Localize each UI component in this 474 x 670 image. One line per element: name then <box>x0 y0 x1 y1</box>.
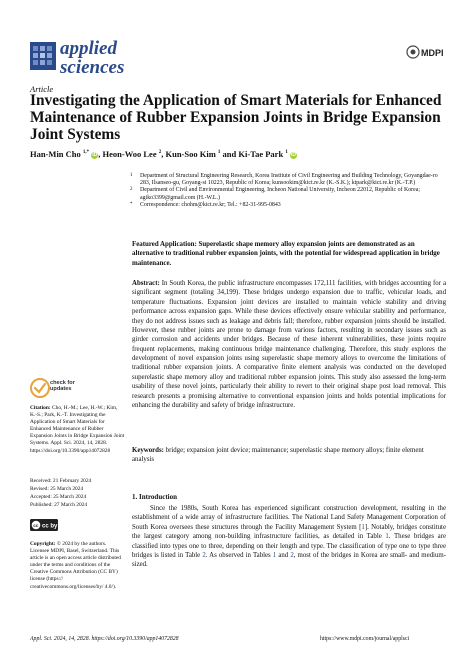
table-link[interactable]: 1 <box>385 533 389 541</box>
keywords-text: bridge; expansion joint device; maintenance; superelastic shape memory alloys; finite element analysis <box>132 447 424 464</box>
correspondence: * Correspondence: chohm@kict.re.kr; Tel.: +82-31-995-0843 <box>130 201 281 208</box>
svg-text:cc: cc <box>33 522 39 528</box>
citation-text: Cho, H.-M.; Lee, H.-W.; Kim, K.-S.; Park, K.-T. Investigating the Application of Smart Materials for Enhanced Maintenance of Rubber Expansion Joints in Bridge Expansion Joint Systems. Appl. Sci. 2024, 14, 2828. https://doi.org/10.3390/app14072828 <box>30 405 125 454</box>
abstract <box>132 279 446 410</box>
abstract-text: In South Korea, the public infrastructure encompasses 172,111 facilities, with bridges accounting for a significant segment (totaling 34,199). These bridges undergo expansion due to traffic, vehicular loads, and temperature fluctuations. Expansion joint devices are installed to maintain vehicle stability and driving performance across expansion gaps. While these devices effectively ensure vehicular stability and performance, they do not address issues such as leakage and debris fall; therefore, rubber expansion joints should be installed. However, these rubber joints are prone to damage from various factors, resulting in secondary issues such as girder corrosion and accidents under bridges. Because of these inherent vulnerabilities, these joints require frequent replacements, making continuous bridge maintenance challenging. Therefore, this study explores the development of novel expansion joints using superelastic shape memory alloys to overcome the limitations of traditional rubber expansion joints. A comparative finite element analysis was conducted on the developed superelastic shape memory alloy and traditional rubber expansion joints. This study also assessed the long-term usability of these novel joints, particularly their ability to revert to their original shape post load removal. This research presents a promising alternative to conventional expansion joints and holds potential implications for enhancing the durability and safety of bridge infrastructure. <box>132 280 446 409</box>
author-affiliation: 1 <box>217 150 221 156</box>
affiliations <box>130 173 448 209</box>
orcid-icon[interactable]: iD <box>92 151 98 158</box>
paper-title: Investigating the Application of Smart Materials for Enhanced Maintenance of Rubber Expansion Joints in Bridge Expansion Joint Systems <box>30 92 442 143</box>
copyright-label: Copyright: <box>30 541 56 547</box>
check-updates-label: check for <box>50 380 75 386</box>
citation <box>30 405 125 455</box>
author-affiliation: 1 <box>285 150 288 156</box>
affiliation-item: 1 Department of Structural Engineering Research, Korea Institute of Civil Engineering and Building Technology, Goyangdae-ro 283, Ilsanseo-gu, Goyang-si 10223, Republic of Korea; kunsookim@kict.re.kr (K.-S.K.); ktpark@kict.re.kr (K.-T.P.) <box>130 173 438 187</box>
check-for-updates-button[interactable] <box>30 378 122 403</box>
date-revised: Revised: 25 March 2024 <box>30 485 84 492</box>
copyright <box>30 541 125 591</box>
license-badge-text: cc by <box>42 523 58 530</box>
table-link[interactable]: 1 <box>272 551 277 559</box>
author-separator: , <box>161 149 166 159</box>
article-type: Article <box>30 84 54 94</box>
section-heading: 1. Introduction <box>132 493 177 501</box>
author-name: Ki-Tae Park <box>238 149 284 159</box>
footer-journal-url[interactable]: https://www.mdpi.com/journal/applsci <box>320 636 410 642</box>
publisher-name: MDPI <box>421 48 444 58</box>
author-name: Han-Min Cho <box>30 149 81 159</box>
author-list <box>30 149 297 159</box>
citation-label: Citation: <box>30 405 51 411</box>
mdpi-logo-icon <box>406 40 444 64</box>
check-updates-label: updates <box>50 386 72 393</box>
affiliation-item: 2 Department of Civil and Environmental Engineering, Incheon National University, Incheon 22012, Republic of Korea; agiko3399@gmail.com (H.-W.L.) <box>130 187 421 201</box>
orcid-icon[interactable]: iD <box>290 151 296 158</box>
check-updates-icon <box>30 378 50 398</box>
table-link[interactable]: 2 <box>202 551 206 559</box>
author-separator: , <box>98 149 103 159</box>
date-accepted: Accepted: 25 March 2024 <box>30 493 87 500</box>
cc-by-license-icon[interactable] <box>30 519 58 531</box>
keywords-label: Keywords: <box>132 447 164 454</box>
author-separator: and <box>220 149 239 159</box>
author-name: Kun-Soo Kim <box>165 149 216 159</box>
journal-logo-icon <box>30 42 56 70</box>
author-affiliation: 1,* <box>82 150 90 156</box>
date-published: Published: 27 March 2024 <box>30 501 88 508</box>
introduction-text: Since the 1980s, South Korea has experienced significant construction development, resulting in the establishment of a wide array of infrastructure facilities. The National Land Safety Management Corporation of South Korea oversees these structures through the Facility Management System [1]. Notably, bridges constitute the largest category among non-building infrastructure facilities, as detailed in Table 1. These bridges are classified into types one to three, depending on their length and type. The classification of type one to type three bridges is listed in Table 2. As observed in Tables 1 and 2, most of the bridges in Korea are small- and medium-sized. <box>132 505 447 569</box>
abstract-label: Abstract: <box>132 280 160 287</box>
featured-application: Featured Application: Superelastic shape memory alloy expansion joints are demonstrated as an alternative to traditional rubber expansion joints, with the potential for widespread application in bridge maintenance. <box>132 241 440 267</box>
keywords <box>132 446 446 465</box>
publication-dates <box>30 478 125 510</box>
author-name: Heon-Woo Lee <box>102 149 157 159</box>
table-link[interactable]: 2 <box>290 551 294 559</box>
journal-name: applied sciences <box>60 38 125 78</box>
copyright-text: © 2024 by the authors. Licensee MDPI, Basel, Switzerland. This article is an open access article distributed under the terms and conditions of the Creative Commons Attribution (CC BY) license (https:// creativecommons.org/licenses/by/ 4.0/). <box>30 541 122 590</box>
reference-link[interactable]: 1 <box>361 523 365 531</box>
author-affiliation: 2 <box>158 150 162 156</box>
footer-citation[interactable]: Appl. Sci. 2024, 14, 2828. https://doi.org/10.3390/app14072828 <box>30 636 179 642</box>
date-received: Received: 21 February 2024 <box>30 478 92 484</box>
